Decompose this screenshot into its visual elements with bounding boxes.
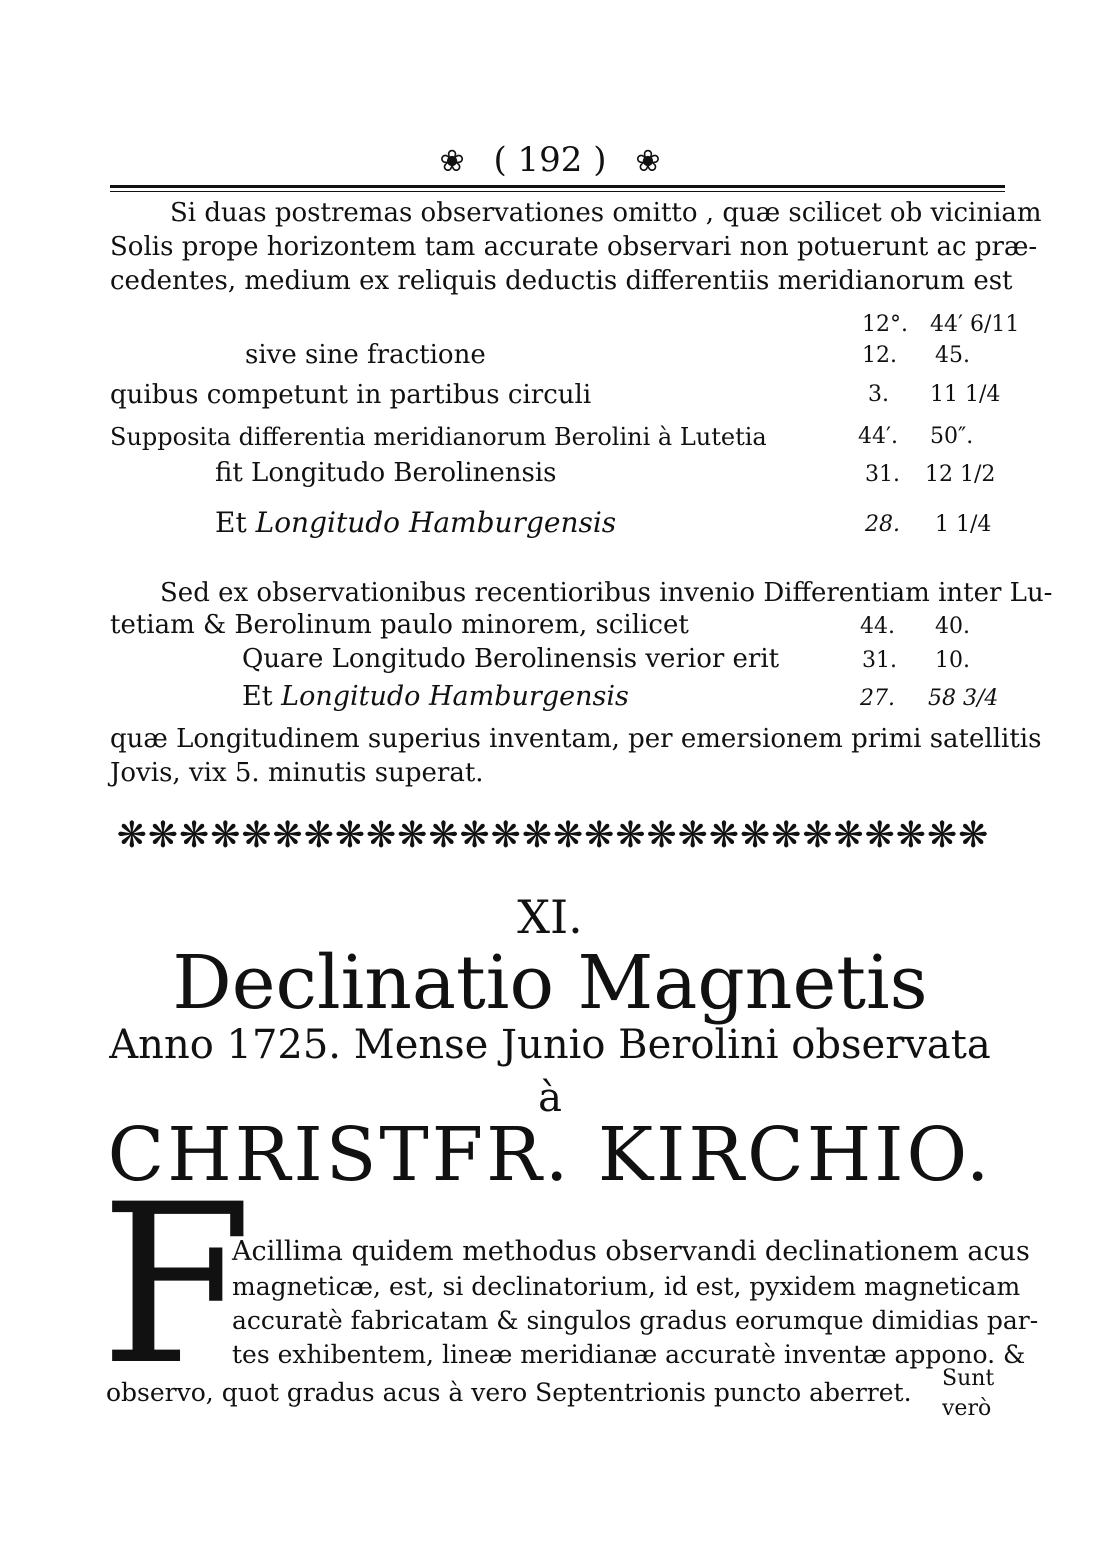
table-row-5-italic-label: Longitudo Hamburgensis bbox=[255, 506, 617, 539]
intro-line-2: Solis prope horizontem tam accurate observari non potuerunt ac præ- bbox=[110, 232, 1038, 262]
body-line-2: magneticæ, est, si declinatorium, id est, pyxidem magneticam bbox=[232, 1272, 1021, 1301]
section-subtitle: Anno 1725. Mense Junio Berolini observata bbox=[109, 1022, 991, 1068]
page-header bbox=[0, 140, 1100, 180]
para2-line-4-italic: Longitudo Hamburgensis bbox=[281, 681, 629, 712]
table-row-1-minutes: 45. bbox=[935, 343, 970, 368]
para2-line-1: Sed ex observationibus recentioribus invenio Differentiam inter Lu- bbox=[160, 578, 1053, 608]
section-title: Declinatio Magnetis bbox=[172, 940, 928, 1026]
header-rule-thin bbox=[110, 191, 1005, 192]
para2-line-4-degrees: 27. bbox=[860, 686, 895, 711]
catchword-1: Sunt bbox=[942, 1366, 995, 1391]
section-author: CHRISTFR. KIRCHIO. bbox=[107, 1112, 993, 1198]
intro-line-3: cedentes, medium ex reliquis deductis differentiis meridianorum est bbox=[110, 266, 1013, 296]
para2-line-4 bbox=[242, 680, 629, 714]
page-number: ( 192 ) bbox=[493, 140, 607, 180]
para2-line-4-prefix: Et bbox=[242, 681, 273, 712]
para2-line-3-minutes: 10. bbox=[935, 648, 970, 673]
table-row-3-label: Supposita differentia meridianorum Berolini à Lutetia bbox=[110, 423, 767, 451]
table-row-4-minutes: 12 1/2 bbox=[925, 462, 996, 487]
para2-line-2: tetiam & Berolinum paulo minorem, scilicet bbox=[110, 610, 689, 640]
table-row-2-label: quibus competunt in partibus circuli bbox=[110, 380, 592, 410]
table-row-3-degrees: 44′. bbox=[858, 424, 898, 449]
intro-line-1: Si duas postremas observationes omitto , quæ scilicet ob viciniam bbox=[170, 198, 1042, 228]
table-row-0-minutes: 44′ 6/11 bbox=[930, 312, 1020, 337]
para2-line-3: Quare Longitudo Berolinensis verior erit bbox=[242, 644, 780, 674]
para2-line-4-minutes: 58 3/4 bbox=[928, 686, 999, 711]
section-preposition: à bbox=[538, 1075, 562, 1121]
table-row-5-label bbox=[215, 506, 616, 540]
body-line-4: tes exhibentem, lineæ meridianæ accuratè inventæ appono. & bbox=[232, 1340, 1026, 1369]
table-row-3-minutes: 50″. bbox=[930, 424, 974, 449]
table-row-1-degrees: 12. bbox=[862, 343, 897, 368]
ornament-border-icon: ❋❋❋❋❋❋❋❋❋❋❋❋❋❋❋❋❋❋❋❋❋❋❋❋❋❋❋❋ bbox=[116, 815, 990, 856]
drop-cap: F bbox=[100, 1157, 253, 1413]
para2-line-5: quæ Longitudinem superius inventam, per emersionem primi satellitis bbox=[110, 724, 1042, 754]
table-row-5-degrees: 28. bbox=[865, 512, 900, 537]
body-line-3: accuratè fabricatam & singulos gradus eorumque dimidias par- bbox=[232, 1306, 1039, 1335]
section-number: XI. bbox=[517, 890, 583, 944]
table-row-2-degrees: 3. bbox=[868, 382, 889, 407]
table-row-4-label: fit Longitudo Berolinensis bbox=[215, 458, 557, 488]
para2-line-3-degrees: 31. bbox=[862, 648, 897, 673]
fleuron-right-icon: ❀ bbox=[635, 144, 661, 179]
para2-line-2-minutes: 40. bbox=[935, 614, 970, 639]
table-row-4-degrees: 31. bbox=[865, 462, 900, 487]
para2-line-6: Jovis, vix 5. minutis superat. bbox=[110, 758, 484, 788]
body-line-1: Acillima quidem methodus observandi declinationem acus bbox=[232, 1236, 1030, 1267]
table-row-2-minutes: 11 1/4 bbox=[930, 382, 1001, 407]
catchword-2: verò bbox=[942, 1396, 992, 1421]
header-rule bbox=[110, 185, 1005, 188]
para2-line-2-degrees: 44. bbox=[860, 614, 895, 639]
body-line-5: observo, quot gradus acus à vero Septentrionis puncto aberret. bbox=[106, 1378, 912, 1407]
table-row-1-label: sive sine fractione bbox=[245, 340, 486, 370]
fleuron-left-icon: ❀ bbox=[439, 144, 465, 179]
table-row-5-minutes: 1 1/4 bbox=[935, 512, 992, 537]
table-row-0-degrees: 12°. bbox=[862, 312, 908, 337]
table-row-5-prefix: Et bbox=[215, 506, 247, 539]
